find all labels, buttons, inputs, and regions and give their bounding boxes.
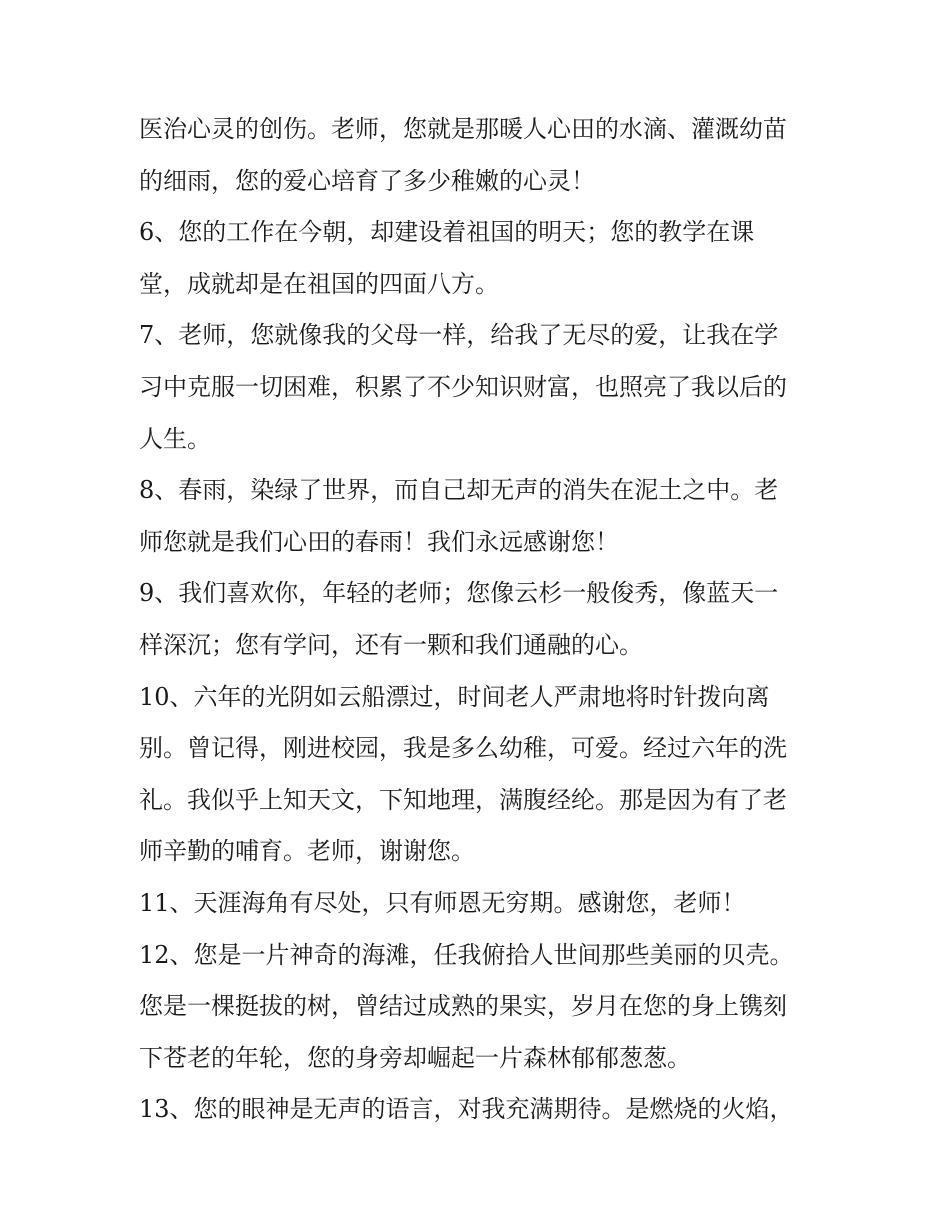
text-line-16: 11、天涯海角有尽处，只有师恩无穷期。感谢您，老师！ [139,888,746,917]
text-line-2: 的细雨，您的爱心培育了多少稚嫩的心灵！ [139,166,595,195]
text-line-9: 师您就是我们心田的春雨！我们永远感谢您！ [139,527,619,556]
text-line-3: 6、您的工作在今朝，却建设着祖国的明天；您的教学在课 [139,218,755,247]
text-line-14: 礼。我似乎上知天文，下知地理，满腹经纶。那是因为有了老 [139,785,787,814]
text-line-15: 师辛勤的哺育。老师，谢谢您。 [139,837,475,866]
text-line-7: 人生。 [139,424,211,453]
text-line-4: 堂，成就却是在祖国的四面八方。 [139,269,499,298]
text-line-11: 样深沉；您有学问，还有一颗和我们通融的心。 [139,630,643,659]
text-line-8: 8、春雨，染绿了世界，而自己却无声的消失在泥土之中。老 [139,476,779,505]
text-line-5: 7、老师，您就像我的父母一样，给我了无尽的爱，让我在学 [139,321,779,350]
text-line-19: 下苍老的年轮，您的身旁却崛起一片森林郁郁葱葱。 [139,1043,691,1072]
text-line-20: 13、您的眼神是无声的语言，对我充满期待。是燃烧的火焰， [139,1095,794,1124]
text-line-13: 别。曾记得，刚进校园，我是多么幼稚，可爱。经过六年的洗 [139,734,787,763]
document-body [139,104,819,1136]
text-line-18: 您是一棵挺拔的树，曾结过成熟的果实，岁月在您的身上镌刻 [139,992,787,1021]
text-line-1: 医治心灵的创伤。老师，您就是那暖人心田的水滴、灌溉幼苗 [139,115,787,143]
text-line-10: 9、我们喜欢你，年轻的老师；您像云杉一般俊秀，像蓝天一 [139,579,779,608]
text-line-12: 10、六年的光阴如云船漂过，时间老人严肃地将时针拨向离 [139,682,770,711]
text-line-6: 习中克服一切困难，积累了不少知识财富，也照亮了我以后的 [139,372,787,401]
text-line-17: 12、您是一片神奇的海滩，任我俯拾人世间那些美丽的贝壳。 [139,940,794,969]
